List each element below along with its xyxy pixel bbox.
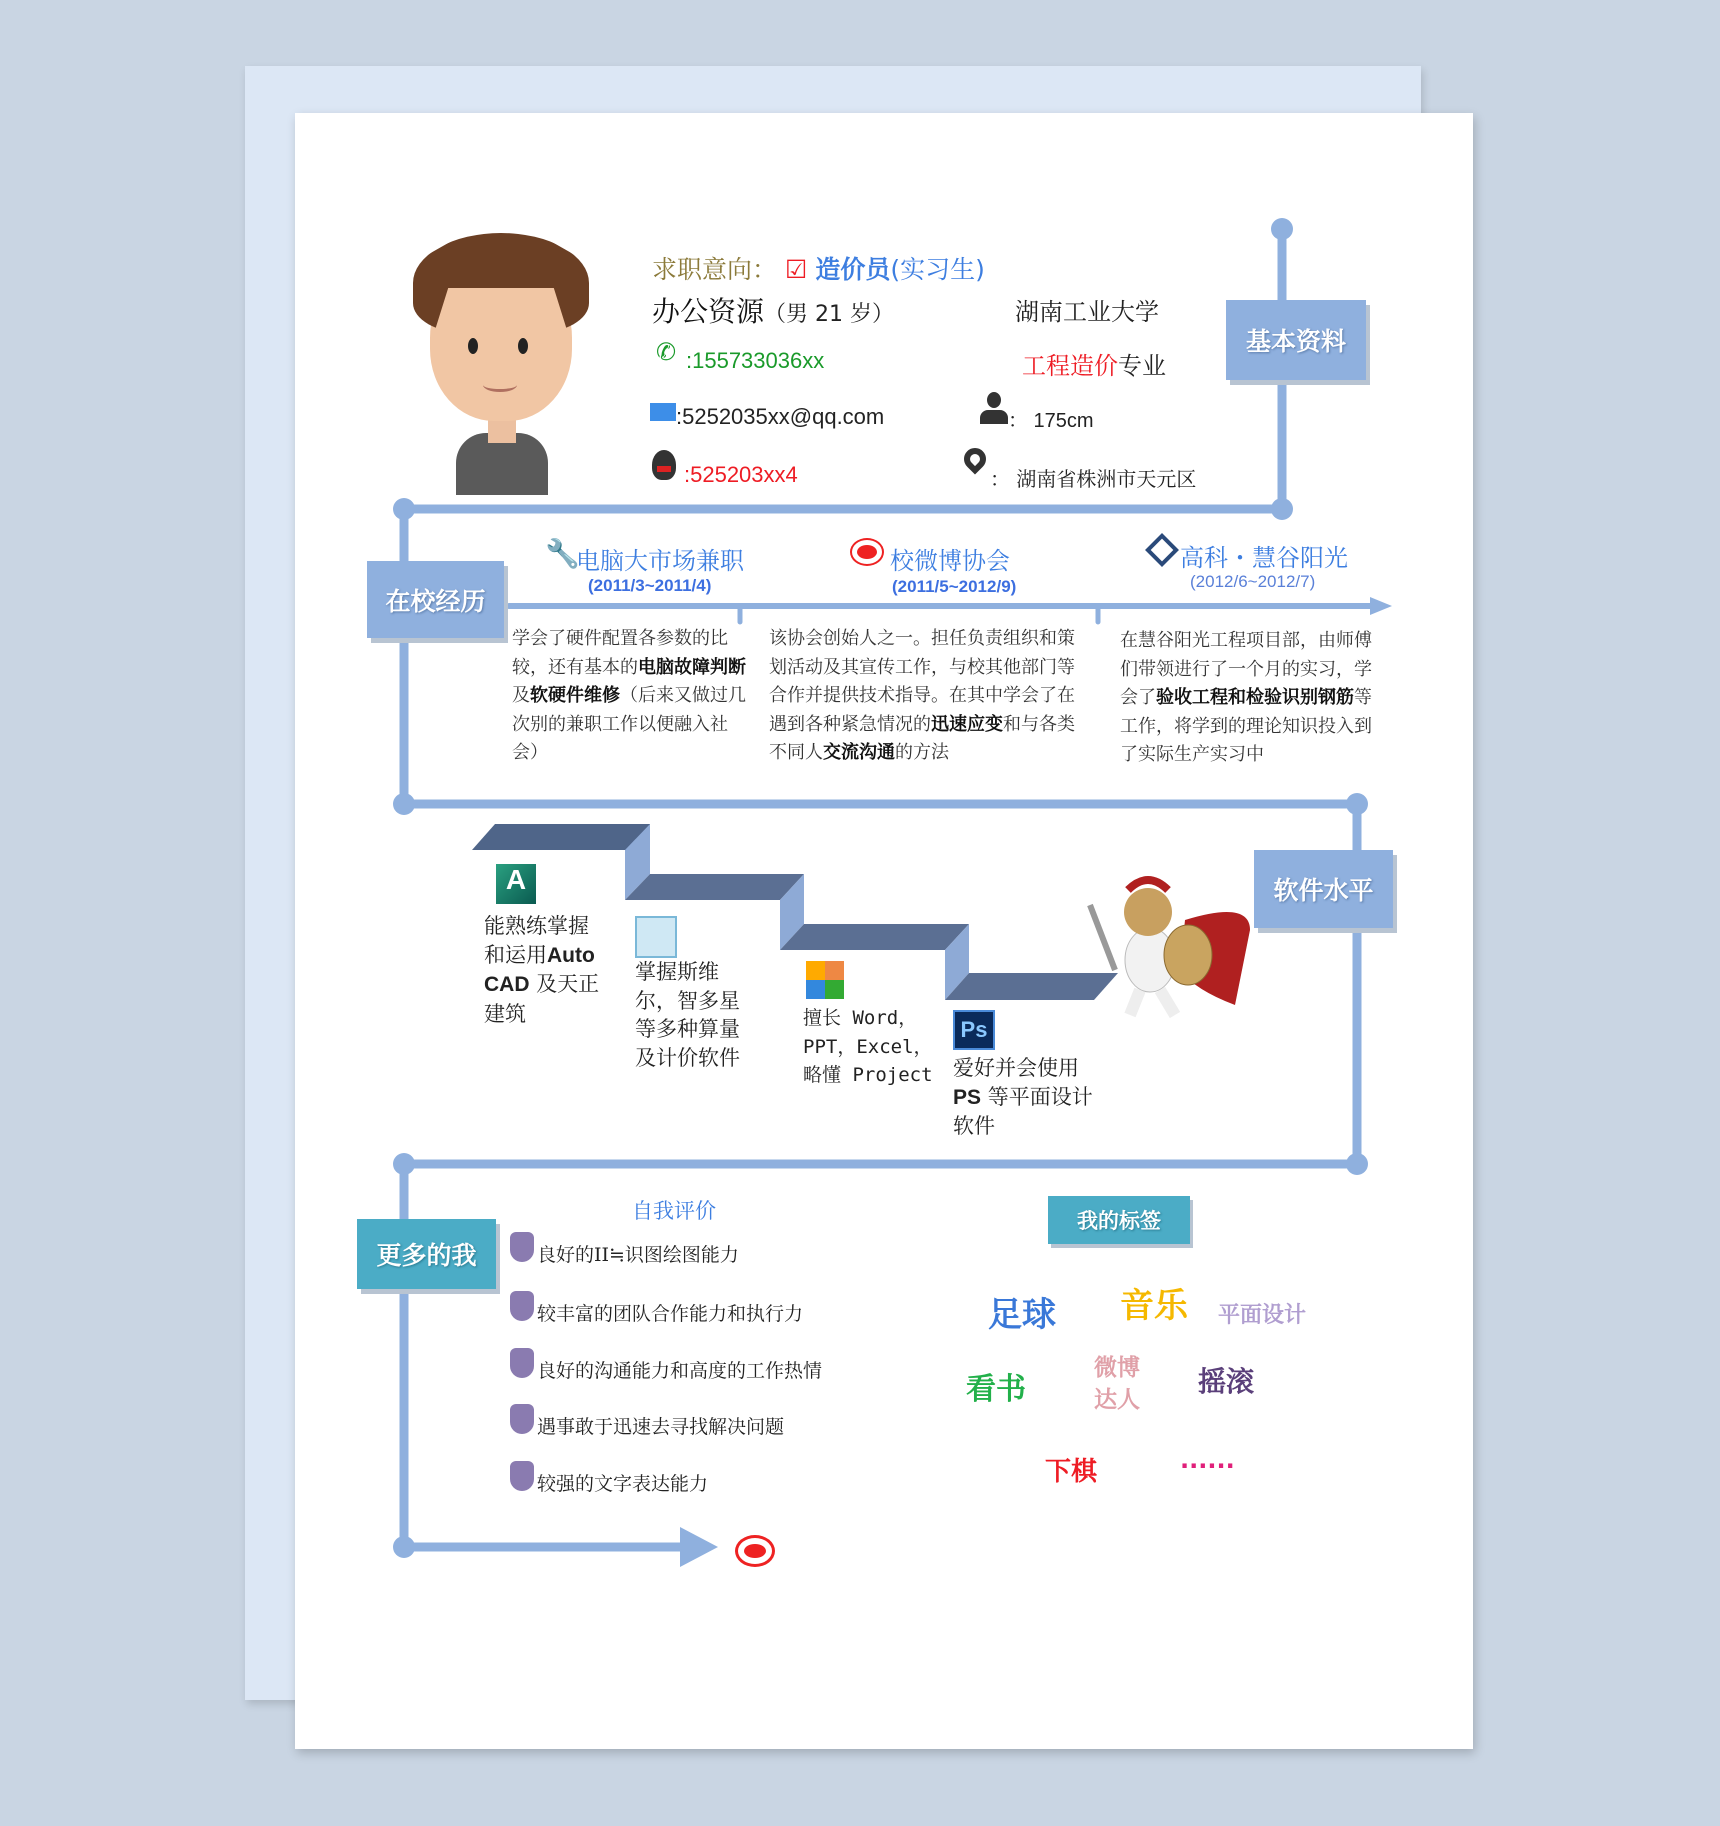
experience-description: 该协会创始人之一。担任负责组织和策划活动及其宣传工作，与校其他部门等合作并提供技术指导。在其中学会了在遇到各种紧急情况的迅速应变和与各类不同人交流沟通的方法 (769, 628, 1075, 763)
section-software-skills: 软件水平 (1254, 850, 1393, 928)
experience-description: 学会了硬件配置各参数的比较，还有基本的电脑故障判断及软硬件维修（后来又做过几次别的兼职工作以便融入社会） (512, 628, 746, 763)
experience-arrowhead (1370, 597, 1392, 615)
phone-icon: ✆ (656, 339, 677, 366)
section-school-experience: 在校经历 (367, 561, 504, 638)
tag: 平面设计 (1218, 1303, 1307, 1328)
job-intent (652, 250, 985, 286)
shield-icon (510, 1232, 534, 1262)
ps-icon: Ps (953, 1010, 995, 1050)
university: 湖南工业大学 (1015, 298, 1159, 326)
experience-description: 在慧谷阳光工程项目部，由师傅们带领进行了一个月的实习，学会了验收工程和检验识别钢筋等工作，将学到的理论知识投入到了实际生产实习中 (1120, 630, 1372, 765)
software-skill: 爱好并会使用PS 等平面设计软件 (953, 1056, 1093, 1138)
qq-number: :525203xx4 (684, 462, 798, 487)
name-line (652, 290, 894, 330)
section-basic-info: 基本资料 (1226, 300, 1366, 380)
experience-dates: (2011/3~2011/4) (588, 576, 712, 595)
shield-icon (510, 1461, 534, 1491)
software-skill: 能熟练掌握和运用Auto CAD 及天正建筑 (484, 914, 600, 1026)
major-name: 工程造价 (1022, 352, 1118, 380)
email-icon (650, 403, 676, 421)
phone: :155733036xx (686, 348, 825, 373)
checkbox-icon: ☑ (784, 255, 808, 284)
shield-icon (510, 1348, 534, 1378)
email: :5252035xx@qq.com (676, 404, 885, 429)
list-item: 良好的沟通能力和高度的工作热情 (510, 1356, 822, 1383)
tag: 音乐 (1120, 1286, 1188, 1326)
person-icon (980, 392, 1008, 424)
experience-title: 校微博协会 (890, 547, 1010, 575)
list-item: 遇事敢于迅速去寻找解决问题 (510, 1412, 784, 1439)
major-suffix: 专业 (1118, 352, 1166, 380)
gender-age: （男 21 岁） (764, 302, 894, 327)
address: ： 湖南省株洲市天元区 (990, 467, 1197, 491)
software-skill: 擅长 Word，PPT，Excel，略懂 Project (803, 1007, 933, 1086)
autocad-icon: A (496, 864, 536, 904)
list-item: 较强的文字表达能力 (510, 1469, 708, 1496)
name: 办公资源 (652, 295, 765, 328)
experience-title: 高科・慧谷阳光 (1180, 544, 1348, 572)
tag: 足球 (988, 1295, 1056, 1335)
software-skill: 掌握斯维尔，智多星等多种算量及计价软件 (635, 960, 740, 1070)
tag: 下棋 (1045, 1457, 1098, 1487)
experience-dates: (2011/5~2012/9) (892, 577, 1017, 596)
shield-icon (510, 1291, 534, 1321)
experience-title: 电脑大市场兼职 (576, 547, 744, 575)
list-item: 较丰富的团队合作能力和执行力 (510, 1299, 803, 1326)
weibo-icon (738, 1538, 772, 1564)
office-icon (806, 961, 844, 999)
my-tags-title: 我的标签 (1048, 1196, 1190, 1244)
tag: ...... (1180, 1446, 1235, 1474)
self-evaluation-title: 自我评价 (632, 1199, 716, 1223)
section-more-about-me: 更多的我 (357, 1219, 496, 1289)
tag: 达人 (1094, 1387, 1140, 1413)
bottom-arrowhead (680, 1527, 718, 1567)
qq-penguin-icon (652, 450, 676, 480)
height: ： 175cm (1008, 410, 1094, 432)
tag: 看书 (966, 1372, 1026, 1407)
glodon-icon (635, 916, 677, 958)
tag: 摇滚 (1198, 1365, 1255, 1398)
job-position: 造价员 (815, 255, 891, 284)
list-item: 良好的II≒识图绘图能力 (510, 1240, 739, 1267)
avatar (408, 233, 594, 495)
job-position-note: (实习生) (890, 255, 985, 284)
wrench-icon: 🔧 (545, 537, 580, 570)
tag: 微博 (1094, 1355, 1140, 1381)
weibo-icon (852, 540, 882, 564)
shield-icon (510, 1404, 534, 1434)
job-intent-label: 求职意向： (652, 255, 778, 284)
experience-dates: (2012/6~2012/7) (1190, 572, 1316, 591)
knight-illustration (1090, 880, 1250, 1015)
major (1022, 346, 1166, 381)
